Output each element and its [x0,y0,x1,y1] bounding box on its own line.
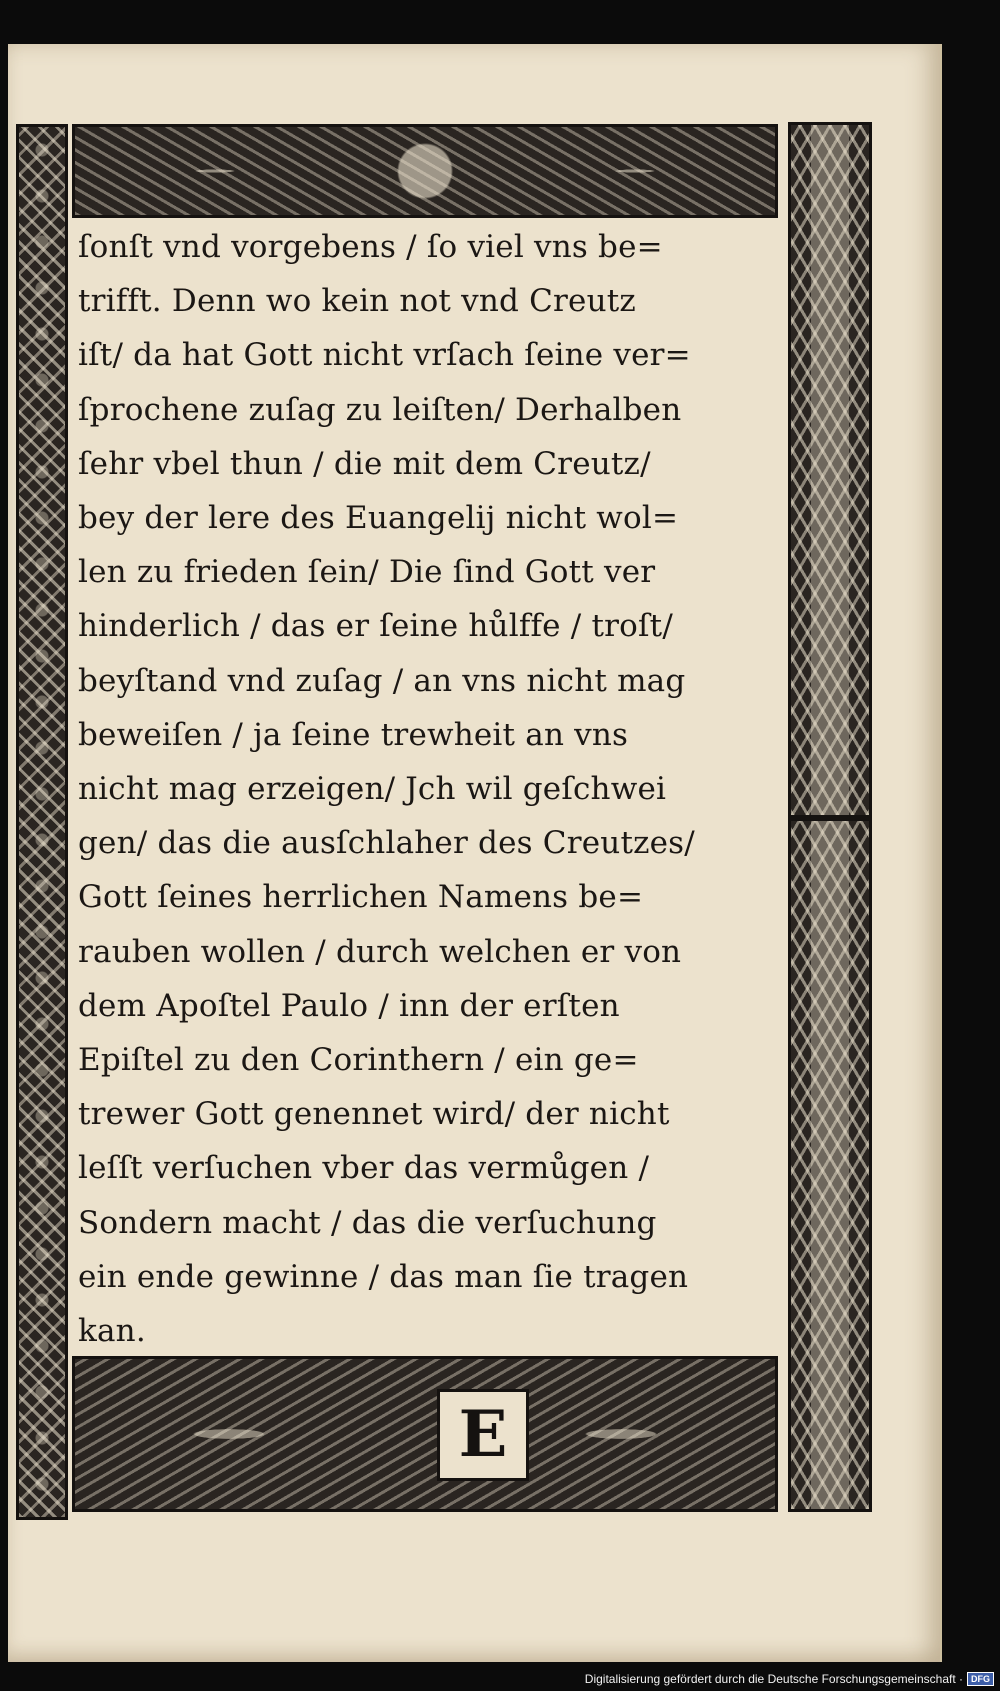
text-line: leſſt verſuchen vber das vermůgen / [78,1150,650,1187]
book-page [8,44,942,1662]
text-line: Gott ſeines herrlichen Namens be= [78,879,644,916]
page-text [78,220,776,1358]
text-line: iſt/ da hat Gott nicht vrſach ſeine ver= [78,337,691,374]
bottom-ornament-border-icon [72,1356,778,1512]
text-line: beweiſen / ja ſeine trewheit an vns [78,716,629,753]
text-line: bey der lere des Euangelij nicht wol= [78,500,679,537]
left-ornament-border-icon [16,124,68,1520]
text-line: ſehr vbel thun / die mit dem Creutz/ [78,445,651,482]
text-line: len zu frieden ſein/ Die ſind Gott ver [78,554,656,591]
right-lower-ornament-border-icon [788,818,872,1512]
digitization-credit [585,1672,994,1686]
text-line: beyſtand vnd zuſag / an vns nicht mag [78,662,686,699]
text-line: hinderlich / das er ſeine hůlffe / troſt/ [78,608,673,645]
initial-letter: E [458,1397,508,1472]
text-line: ſonſt vnd vorgebens / ſo viel vns be= [78,229,663,265]
text-line: trifft. Denn wo kein not vnd Creutz [78,283,636,320]
text-line: dem Apoſtel Paulo / inn der erſten [78,987,620,1024]
text-line: Epiſtel zu den Corinthern / ein ge= [78,1042,639,1079]
top-ornament-border-icon [72,124,778,218]
text-line: nicht mag erzeigen/ Jch wil geſchwei [78,771,667,808]
text-line: ein ende gewinne / das man ſie tragen [78,1258,689,1295]
text-line: rauben wollen / durch welchen er von [78,933,682,970]
text-line: ſprochene zuſag zu leiſten/ Derhalben [78,391,682,428]
dfg-logo-icon[interactable]: DFG [967,1672,994,1686]
text-line: gen/ das die ausſchlaher des Creutzes/ [78,825,695,862]
text-line: Sondern macht / das die verſuchung [78,1204,657,1241]
text-line: kan. [78,1313,146,1350]
text-line: trewer Gott genennet wird/ der nicht [78,1096,670,1133]
right-upper-ornament-border-icon [788,122,872,818]
credit-text: Digitalisierung gefördert durch die Deutsche Forschungsgemeinschaft · [584,1672,963,1686]
initial-letter-box [437,1389,529,1481]
